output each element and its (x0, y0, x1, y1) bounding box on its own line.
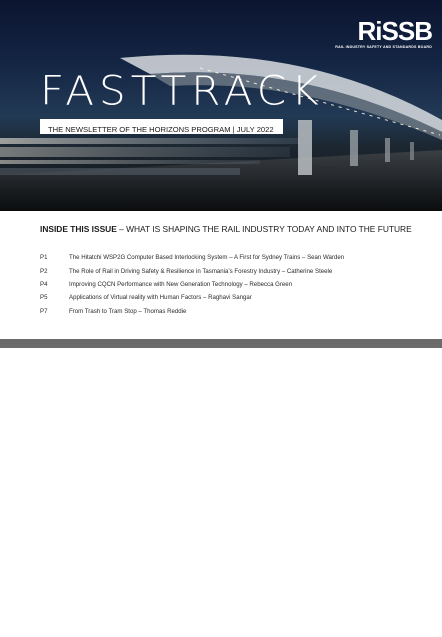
tagline: THE NEWSLETTER OF THE HORIZONS PROGRAM | JULY 2022 (48, 125, 274, 134)
toc-entry-title: Applications of Virtual reality with Human Factors – Raghavi Sangar (69, 294, 252, 302)
rissb-logo (335, 18, 432, 50)
toc-row[interactable] (40, 264, 420, 277)
newsletter-title: FASTTRACK (40, 67, 324, 114)
toc-row[interactable] (40, 305, 420, 318)
toc-row[interactable] (40, 278, 420, 291)
logo-subtitle: RAIL INDUSTRY SAFETY AND STANDARDS BOARD (335, 45, 432, 49)
toc-page-number: P1 (40, 254, 48, 262)
cover-image (0, 0, 442, 211)
inside-heading-strong: INSIDE THIS ISSUE (40, 224, 117, 234)
toc-page-number: P2 (40, 267, 48, 275)
toc-entry-title: From Trash to Tram Stop – Thomas Reddie (69, 307, 187, 315)
toc-entry-title: The Role of Rail in Driving Safety & Resilience in Tasmania’s Forestry Industry – Catherine Steele (69, 267, 333, 275)
toc-entry-title: Improving CQCN Performance with New Generation Technology – Rebecca Green (69, 280, 293, 288)
table-of-contents (40, 251, 420, 318)
toc-page-number: P5 (40, 294, 48, 302)
inside-this-issue-heading (40, 224, 412, 234)
logo-mark: RiSSB (357, 16, 432, 46)
toc-row[interactable] (40, 251, 420, 264)
inside-heading-rest: – WHAT IS SHAPING THE RAIL INDUSTRY TODAY AND INTO THE FUTURE (116, 224, 412, 234)
toc-page-number: P7 (40, 307, 48, 315)
toc-row[interactable] (40, 291, 420, 304)
toc-page-number: P4 (40, 280, 48, 288)
footer-divider-bar (0, 339, 442, 348)
toc-entry-title: The Hitatchi WSP2G Computer Based Interlocking System – A First for Sydney Trains – Sean Warden (69, 254, 345, 262)
tagline-bar (40, 119, 283, 134)
